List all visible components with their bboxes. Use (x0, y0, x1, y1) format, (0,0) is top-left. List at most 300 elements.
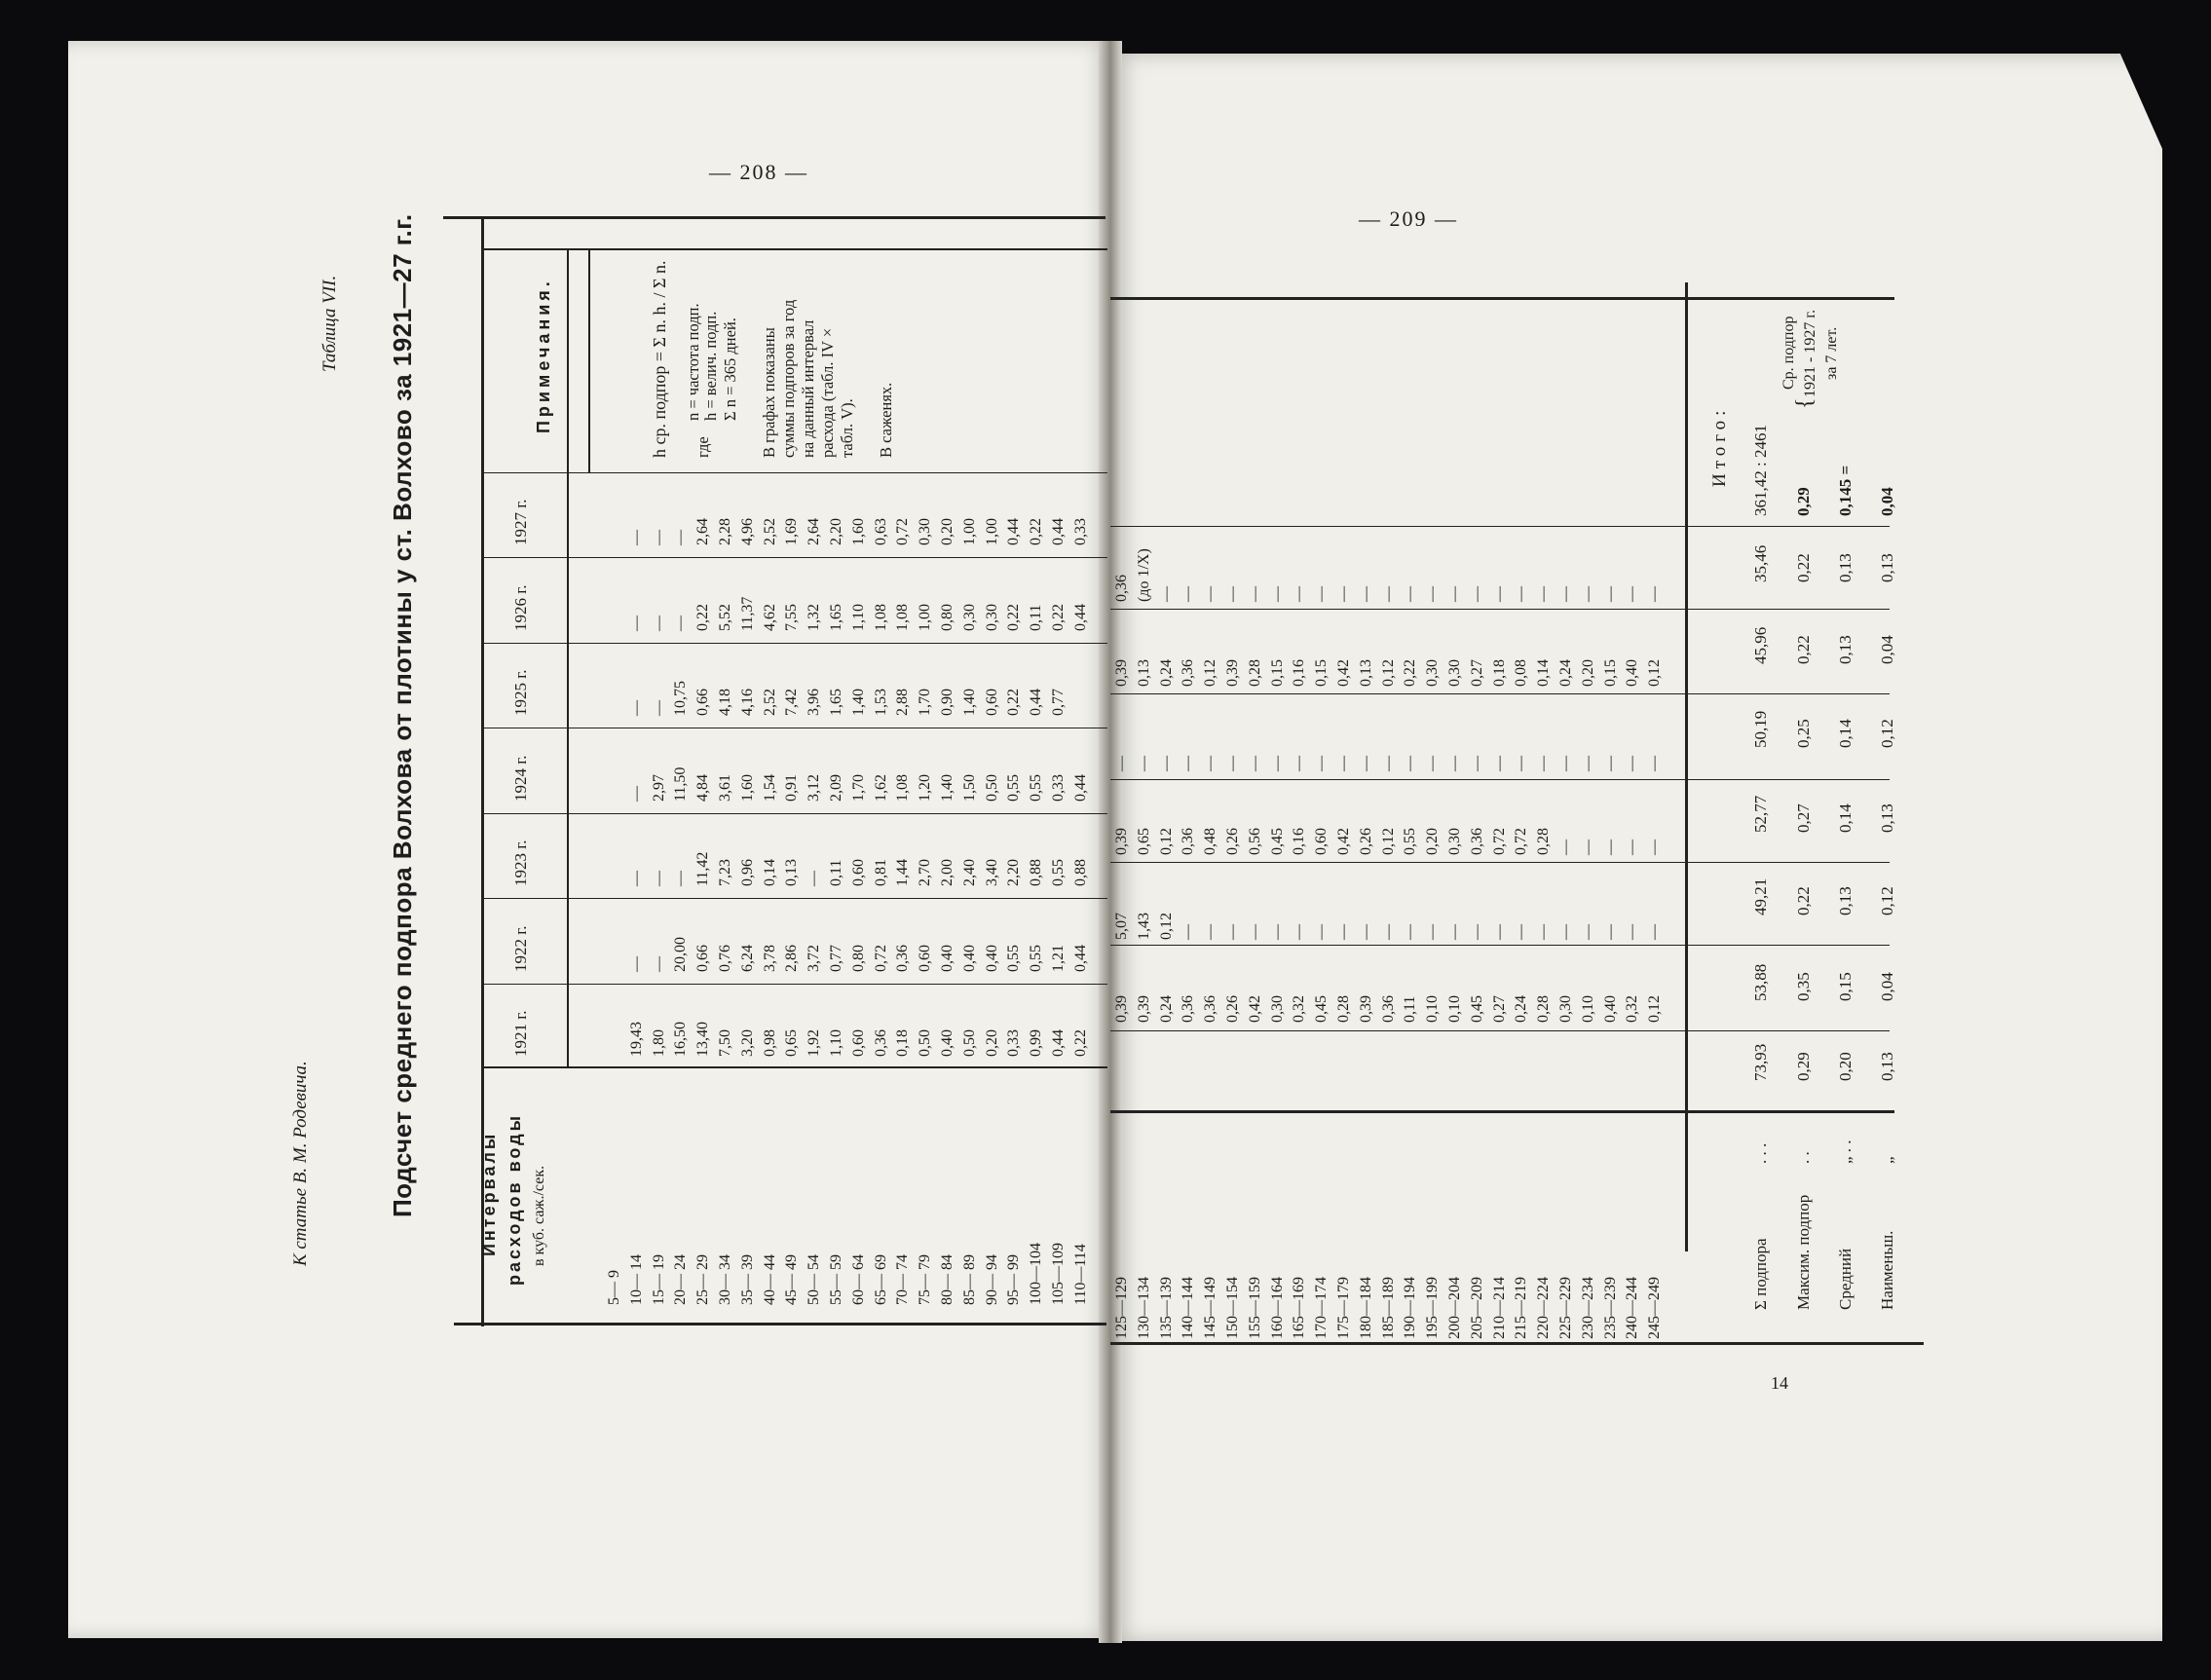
interval-cell-r-22: 235—239 (1601, 1277, 1619, 1339)
cell-r-1921-23: 0,32 (1624, 995, 1641, 1023)
cell-1926-4: 0,22 (694, 604, 712, 631)
notes-header-divider (588, 248, 590, 472)
right-table-top-rule (1110, 297, 1894, 300)
cell-r-1924-13: — (1402, 756, 1419, 771)
cell-1922-13: 0,36 (894, 945, 912, 972)
total-col_1923-2: 0,13 (1836, 886, 1855, 915)
cell-1924-8: 0,91 (783, 774, 801, 802)
interval-cell-1: 10— 14 (627, 1254, 645, 1305)
notes-text-3: на данный интервал (799, 319, 817, 458)
total-col_1927-0: 35,46 (1751, 544, 1770, 582)
cell-r-1926-20: — (1557, 586, 1574, 602)
total-col_1922-3: 0,04 (1878, 972, 1896, 1001)
cell-r-1925-8: 0,16 (1291, 659, 1308, 687)
cell-r-1922-10: — (1335, 924, 1352, 940)
interval-cell-r-12: 185—189 (1379, 1277, 1397, 1339)
cell-r-1921-12: 0,36 (1379, 995, 1397, 1023)
cell-1923-10: 0,11 (828, 859, 844, 886)
cell-1921-5: 7,50 (717, 1029, 733, 1057)
totals-sum-label: Σ подпора (1751, 1238, 1770, 1310)
interval-cell-r-21: 230—234 (1579, 1277, 1596, 1339)
cell-1925-8: 7,42 (783, 689, 801, 716)
cell-r-1925-4: 0,12 (1202, 659, 1219, 687)
notes-where: где (693, 436, 712, 458)
interval-cell-r-19: 220—224 (1535, 1277, 1553, 1339)
interval-cell-r-14: 195—199 (1424, 1277, 1442, 1339)
table-label: Таблица VII. (319, 275, 340, 372)
cell-1927-15: 0,20 (939, 518, 956, 545)
cell-r-1923-23: — (1624, 840, 1641, 855)
cell-r-1925-23: 0,40 (1624, 659, 1641, 687)
cell-1926-8: 7,55 (783, 604, 801, 631)
cell-r-1926-1: (до 1/X) (1135, 548, 1152, 602)
total-col_1921-3: 0,13 (1878, 1052, 1896, 1081)
right-col-sep-7 (1110, 1030, 1890, 1031)
cell-r-1924-7: — (1268, 756, 1286, 771)
cell-r-1921-18: 0,24 (1513, 995, 1530, 1023)
cell-1924-14: 1,20 (917, 774, 934, 802)
col-sep-1925 (484, 643, 1107, 644)
col-sep-1921 (484, 984, 1107, 985)
interval-cell-16: 85— 89 (960, 1254, 978, 1305)
interval-cell-7: 40— 44 (761, 1254, 778, 1305)
cell-1925-16: 1,40 (960, 689, 978, 716)
cell-1927-14: 0,30 (917, 518, 934, 545)
cell-r-1922-19: — (1535, 924, 1553, 940)
cell-1927-10: 2,20 (828, 518, 844, 545)
cell-r-1921-21: 0,10 (1579, 995, 1596, 1023)
cell-r-1926-23: — (1624, 586, 1641, 602)
interval-cell-r-11: 180—184 (1357, 1277, 1374, 1339)
cell-r-1926-19: — (1535, 586, 1553, 602)
cell-1924-9: 3,12 (806, 774, 823, 802)
cell-1926-17: 0,30 (983, 604, 1000, 631)
cell-1922-10: 0,77 (828, 945, 844, 972)
cell-r-1925-11: 0,13 (1357, 659, 1374, 687)
cell-1924-16: 1,50 (960, 774, 978, 802)
interval-cell-21: 110—114 (1071, 1244, 1089, 1305)
total-col_1921-1: 0,29 (1794, 1052, 1813, 1081)
cell-r-1922-12: — (1379, 924, 1397, 940)
cell-1927-5: 2,28 (717, 518, 733, 545)
cell-1921-20: 0,44 (1050, 1029, 1067, 1057)
interval-cell-r-15: 200—204 (1446, 1277, 1463, 1339)
cell-1922-7: 3,78 (761, 945, 778, 972)
cell-1922-6: 6,24 (738, 945, 756, 972)
cell-1925-17: 0,60 (983, 689, 1000, 716)
cell-1925-20: 0,77 (1050, 689, 1067, 716)
total-col_1921-2: 0,20 (1836, 1052, 1855, 1081)
cell-r-1921-14: 0,10 (1424, 995, 1442, 1023)
cell-r-1926-8: — (1291, 586, 1308, 602)
cell-1927-12: 0,63 (872, 518, 889, 545)
cell-r-1926-5: — (1224, 586, 1241, 602)
cell-r-1922-3: — (1180, 924, 1197, 940)
cell-r-1923-13: 0,55 (1402, 828, 1419, 855)
interval-cell-r-16: 205—209 (1468, 1277, 1485, 1339)
cell-r-1922-15: — (1446, 924, 1463, 940)
cell-1926-7: 4,62 (761, 604, 778, 631)
cell-1925-14: 1,70 (917, 689, 934, 716)
cell-r-1923-3: 0,36 (1180, 828, 1197, 855)
cell-r-1922-23: — (1624, 924, 1641, 940)
cell-1926-5: 5,52 (717, 604, 733, 631)
interval-cell-r-24: 245—249 (1646, 1277, 1664, 1339)
cell-1926-1: — (627, 616, 645, 631)
cell-1923-8: 0,13 (783, 859, 801, 886)
cell-1926-11: 1,10 (849, 604, 867, 631)
cell-r-1921-15: 0,10 (1446, 995, 1463, 1023)
cell-r-1924-16: — (1468, 756, 1485, 771)
header-notes: Примечания. (534, 278, 553, 433)
cell-1922-19: 0,55 (1028, 945, 1045, 972)
cell-r-1924-21: — (1579, 756, 1596, 771)
cell-r-1925-9: 0,15 (1313, 659, 1330, 687)
itogo-mean-note-1: Ср. подпор (1780, 316, 1797, 390)
cell-1924-10: 2,09 (828, 774, 844, 802)
cell-1923-4: 11,42 (694, 851, 712, 886)
cell-r-1924-20: — (1557, 756, 1574, 771)
header-intervals-unit: в куб. саж./сек. (531, 1165, 547, 1266)
cell-r-1925-0: 0,39 (1113, 659, 1130, 687)
interval-cell-r-7: 160—164 (1268, 1277, 1286, 1339)
interval-cell-14: 75— 79 (917, 1254, 934, 1305)
cell-r-1922-9: — (1313, 924, 1330, 940)
cell-r-1923-7: 0,45 (1268, 828, 1286, 855)
cell-1924-17: 0,50 (983, 774, 1000, 802)
cell-1923-2: — (650, 871, 667, 886)
itogo-label: Итого: (1709, 405, 1730, 487)
interval-cell-20: 105—109 (1050, 1243, 1067, 1305)
cell-1922-1: — (627, 956, 645, 972)
cell-r-1922-6: — (1246, 924, 1263, 940)
right-col-sep-3 (1110, 693, 1890, 694)
cell-r-1924-0: — (1113, 756, 1130, 771)
cell-r-1926-4: — (1202, 586, 1219, 602)
cell-1925-1: — (627, 700, 645, 716)
cell-1924-12: 1,62 (872, 774, 889, 802)
cell-r-1925-1: 0,13 (1135, 659, 1152, 687)
cell-r-1923-5: 0,26 (1224, 828, 1241, 855)
cell-1927-1: — (627, 530, 645, 545)
cell-r-1921-19: 0,28 (1535, 995, 1553, 1023)
cell-1925-2: — (650, 700, 667, 716)
cell-r-1924-14: — (1424, 756, 1442, 771)
cell-1921-10: 1,10 (828, 1029, 844, 1057)
interval-cell-r-0: 125—129 (1113, 1277, 1130, 1339)
header-year-1921: 1921 г. (511, 1010, 530, 1057)
cell-1921-19: 0,99 (1028, 1029, 1045, 1057)
cell-r-1926-16: — (1468, 586, 1485, 602)
total-col_1926-0: 45,96 (1751, 626, 1770, 664)
cell-r-1921-13: 0,11 (1402, 995, 1419, 1023)
cell-r-1922-18: — (1513, 924, 1530, 940)
cell-1924-15: 1,40 (939, 774, 956, 802)
interval-cell-6: 35— 39 (738, 1254, 756, 1305)
cell-r-1921-3: 0,36 (1180, 995, 1197, 1023)
interval-cell-13: 70— 74 (894, 1254, 912, 1305)
header-divider (567, 248, 569, 1066)
cell-r-1925-7: 0,15 (1268, 659, 1286, 687)
cell-r-1922-17: — (1490, 924, 1508, 940)
cell-1927-20: 0,44 (1050, 518, 1067, 545)
cell-r-1926-21: — (1579, 586, 1596, 602)
cell-1927-13: 0,72 (894, 518, 912, 545)
page-number-left: — 208 — (709, 160, 808, 184)
cell-1926-16: 0,30 (960, 604, 978, 631)
cell-1924-3: 11,50 (672, 766, 690, 802)
interval-cell-r-3: 140—144 (1180, 1277, 1197, 1339)
cell-1921-3: 16,50 (672, 1022, 690, 1057)
author-note: К статье В. М. Родевича. (290, 1061, 311, 1266)
cell-1922-2: — (650, 956, 667, 972)
cell-r-1926-3: — (1180, 586, 1197, 602)
right-table-bottom-rule (1110, 1342, 1924, 1345)
cell-r-1924-15: — (1446, 756, 1463, 771)
cell-r-1923-19: 0,28 (1535, 828, 1553, 855)
cell-r-1923-4: 0,48 (1202, 828, 1219, 855)
itogo-sum: 361,42 : 2461 (1751, 425, 1770, 516)
total-col_1922-2: 0,15 (1836, 972, 1855, 1001)
interval-cell-r-1: 130—134 (1135, 1277, 1152, 1339)
itogo-mean-note-3: за 7 лет. (1823, 326, 1840, 380)
totals-dots-4: „ (1878, 1156, 1896, 1164)
cell-r-1924-8: — (1291, 756, 1308, 771)
notes-units: В саженях. (877, 382, 895, 458)
cell-1922-17: 0,40 (983, 945, 1000, 972)
interval-cell-r-8: 165—169 (1291, 1277, 1308, 1339)
cell-1923-7: 0,14 (761, 859, 778, 886)
footer-number: 14 (1771, 1373, 1788, 1393)
cell-1926-18: 0,22 (1005, 604, 1023, 631)
cell-1922-21: 0,44 (1071, 945, 1089, 972)
notes-n: n = частота подп. (684, 303, 702, 421)
cell-r-1923-2: 0,12 (1157, 828, 1175, 855)
cell-1922-14: 0,60 (917, 945, 934, 972)
cell-1923-19: 0,88 (1028, 859, 1045, 886)
cell-r-1925-2: 0,24 (1157, 659, 1175, 687)
cell-r-1923-16: 0,36 (1468, 828, 1485, 855)
cell-r-1926-22: — (1601, 586, 1619, 602)
cell-r-1926-18: — (1513, 586, 1530, 602)
cell-1927-16: 1,00 (960, 518, 978, 545)
cell-r-1921-0: 0,39 (1113, 995, 1130, 1023)
header-intervals: Интервалы (479, 1131, 499, 1256)
interval-divider (484, 1066, 1107, 1068)
total-col_1923-0: 49,21 (1751, 877, 1770, 915)
notes-h: h = велич. подп. (701, 311, 720, 421)
cell-r-1923-21: — (1579, 840, 1596, 855)
interval-cell-0: 5— 9 (606, 1270, 622, 1305)
cell-r-1925-6: 0,28 (1246, 659, 1263, 687)
col-sep-1923 (484, 813, 1107, 814)
cell-1927-2: — (650, 530, 667, 545)
cell-1925-7: 2,52 (761, 689, 778, 716)
interval-cell-4: 25— 29 (694, 1254, 712, 1305)
cell-r-1925-17: 0,18 (1490, 659, 1508, 687)
right-col-sep-4 (1110, 779, 1890, 780)
total-col_1927-3: 0,13 (1878, 553, 1896, 582)
cell-1921-6: 3,20 (738, 1029, 756, 1057)
cell-1924-11: 1,70 (849, 774, 867, 802)
cell-1926-3: — (672, 616, 690, 631)
cell-r-1924-18: — (1513, 756, 1530, 771)
cell-r-1922-22: — (1601, 924, 1619, 940)
cell-r-1926-11: — (1357, 586, 1374, 602)
cell-1925-15: 0,90 (939, 689, 956, 716)
cell-r-1921-2: 0,24 (1157, 995, 1175, 1023)
cell-1925-4: 0,66 (694, 689, 712, 716)
cell-r-1923-6: 0,56 (1246, 828, 1263, 855)
header-year-1922: 1922 г. (511, 925, 530, 972)
cell-r-1923-11: 0,26 (1357, 828, 1374, 855)
cell-1921-12: 0,36 (872, 1029, 889, 1057)
cell-1926-13: 1,08 (894, 604, 912, 631)
cell-1922-15: 0,40 (939, 945, 956, 972)
interval-cell-r-20: 225—229 (1557, 1277, 1574, 1339)
interval-cell-3: 20— 24 (672, 1254, 690, 1305)
cell-1927-17: 1,00 (983, 518, 1000, 545)
cell-1924-18: 0,55 (1005, 774, 1023, 802)
cell-1921-7: 0,98 (761, 1029, 778, 1057)
cell-r-1926-7: — (1268, 586, 1286, 602)
itogo-max: 0,29 (1794, 487, 1813, 516)
cell-r-1923-22: — (1601, 840, 1619, 855)
interval-cell-r-23: 240—244 (1624, 1277, 1641, 1339)
cell-1923-5: 7,23 (717, 859, 733, 886)
cell-1923-20: 0,55 (1050, 859, 1067, 886)
cell-r-1925-19: 0,14 (1535, 659, 1553, 687)
table-top-rule (443, 216, 1106, 219)
page-number-right: — 209 — (1359, 206, 1458, 231)
cell-1922-12: 0,72 (872, 945, 889, 972)
cell-r-1922-16: — (1468, 924, 1485, 940)
cell-1924-20: 0,33 (1050, 774, 1067, 802)
cell-1922-16: 0,40 (960, 945, 978, 972)
cell-1922-20: 1,21 (1050, 945, 1067, 972)
cell-1921-16: 0,50 (960, 1029, 978, 1057)
cell-r-1923-24: — (1646, 840, 1664, 855)
cell-1925-9: 3,96 (806, 689, 823, 716)
cell-r-1921-16: 0,45 (1468, 995, 1485, 1023)
cell-1922-11: 0,80 (849, 945, 867, 972)
cell-r-1925-18: 0,08 (1513, 659, 1530, 687)
cell-1927-18: 0,44 (1005, 518, 1023, 545)
cell-r-1921-9: 0,45 (1313, 995, 1330, 1023)
cell-r-1924-3: — (1180, 756, 1197, 771)
cell-1923-3: — (672, 871, 690, 886)
total-col_1924-1: 0,27 (1794, 803, 1813, 833)
cell-1921-2: 1,80 (650, 1029, 667, 1057)
interval-cell-15: 80— 84 (939, 1254, 956, 1305)
cell-1921-1: 19,43 (627, 1022, 645, 1057)
totals-mean-label: Средний (1836, 1248, 1855, 1310)
cell-1922-5: 0,76 (717, 945, 733, 972)
interval-cell-11: 60— 64 (849, 1254, 867, 1305)
cell-1922-9: 3,72 (806, 945, 823, 972)
cell-1925-6: 4,16 (738, 689, 756, 716)
cell-r-1921-10: 0,28 (1335, 995, 1352, 1023)
notes-sum: Σ n = 365 дней. (721, 317, 739, 421)
cell-r-1921-24: 0,12 (1646, 995, 1664, 1023)
cell-1922-4: 0,66 (694, 945, 712, 972)
interval-cell-r-9: 170—174 (1313, 1277, 1330, 1339)
cell-1927-4: 2,64 (694, 518, 712, 545)
header-year-1927: 1927 г. (511, 499, 530, 545)
cell-1921-17: 0,20 (983, 1029, 1000, 1057)
cell-1924-7: 1,54 (761, 774, 778, 802)
right-col-sep-1 (1110, 526, 1890, 527)
cell-r-1921-1: 0,39 (1135, 995, 1152, 1023)
cell-1923-1: — (627, 871, 645, 886)
interval-cell-r-5: 150—154 (1224, 1277, 1241, 1339)
cell-r-1926-9: — (1313, 586, 1330, 602)
cell-1925-5: 4,18 (717, 689, 733, 716)
cell-1926-21: 0,44 (1071, 604, 1089, 631)
cell-1922-18: 0,55 (1005, 945, 1023, 972)
col-sep-1927 (484, 472, 1107, 473)
cell-r-1925-20: 0,24 (1557, 659, 1574, 687)
cell-1923-11: 0,60 (849, 859, 867, 886)
interval-cell-17: 90— 94 (983, 1254, 1000, 1305)
cell-1925-10: 1,65 (828, 689, 844, 716)
cell-r-1924-23: — (1624, 756, 1641, 771)
cell-r-1923-17: 0,72 (1490, 828, 1508, 855)
interval-cell-r-2: 135—139 (1157, 1277, 1175, 1339)
cell-1924-6: 1,60 (738, 774, 756, 802)
interval-cell-10: 55— 59 (828, 1254, 844, 1305)
cell-r-1921-4: 0,36 (1202, 995, 1219, 1023)
cell-1924-5: 3,61 (717, 774, 733, 802)
cell-1924-4: 4,84 (694, 774, 712, 802)
cell-1926-10: 1,65 (828, 604, 844, 631)
total-col_1923-3: 0,12 (1878, 886, 1896, 915)
cell-r-1922-21: — (1579, 924, 1596, 940)
cell-1926-20: 0,22 (1050, 604, 1067, 631)
cell-r-1923-1: 0,65 (1135, 828, 1152, 855)
itogo-brace: { (1792, 397, 1818, 409)
cell-r-1925-15: 0,30 (1446, 659, 1463, 687)
cell-r-1926-0: 0,36 (1113, 575, 1130, 602)
cell-1921-18: 0,33 (1005, 1029, 1023, 1057)
total-col_1922-1: 0,35 (1794, 972, 1813, 1001)
cell-r-1921-20: 0,30 (1557, 995, 1574, 1023)
right-col-sep-5 (1110, 862, 1890, 863)
interval-cell-r-10: 175—179 (1335, 1277, 1352, 1339)
cell-r-1923-10: 0,42 (1335, 828, 1352, 855)
table-title: Подсчет среднего подпора Волхова от плотины у ст. Волхово за 1921—27 г.г. (388, 213, 417, 1217)
cell-r-1925-13: 0,22 (1402, 659, 1419, 687)
header-year-1925: 1925 г. (511, 669, 530, 716)
cell-r-1922-7: — (1268, 924, 1286, 940)
cell-r-1922-0: 5,07 (1113, 913, 1130, 940)
cell-r-1926-10: — (1335, 586, 1352, 602)
col-sep-1922 (484, 898, 1107, 899)
header-year-1926: 1926 г. (511, 584, 530, 631)
cell-1927-6: 4,96 (738, 518, 756, 545)
interval-cell-r-6: 155—159 (1246, 1277, 1263, 1339)
interval-cell-9: 50— 54 (806, 1254, 823, 1305)
cell-1922-8: 2,86 (783, 945, 801, 972)
cell-1921-4: 13,40 (694, 1022, 712, 1057)
interval-cell-r-13: 190—194 (1402, 1277, 1419, 1339)
cell-1926-15: 0,80 (939, 604, 956, 631)
notes-text-4: расхода (табл. IV × (818, 327, 837, 458)
cell-r-1925-22: 0,15 (1601, 659, 1619, 687)
total-col_1927-2: 0,13 (1836, 553, 1855, 582)
cell-r-1924-1: — (1135, 756, 1152, 771)
cell-r-1923-20: — (1557, 840, 1574, 855)
